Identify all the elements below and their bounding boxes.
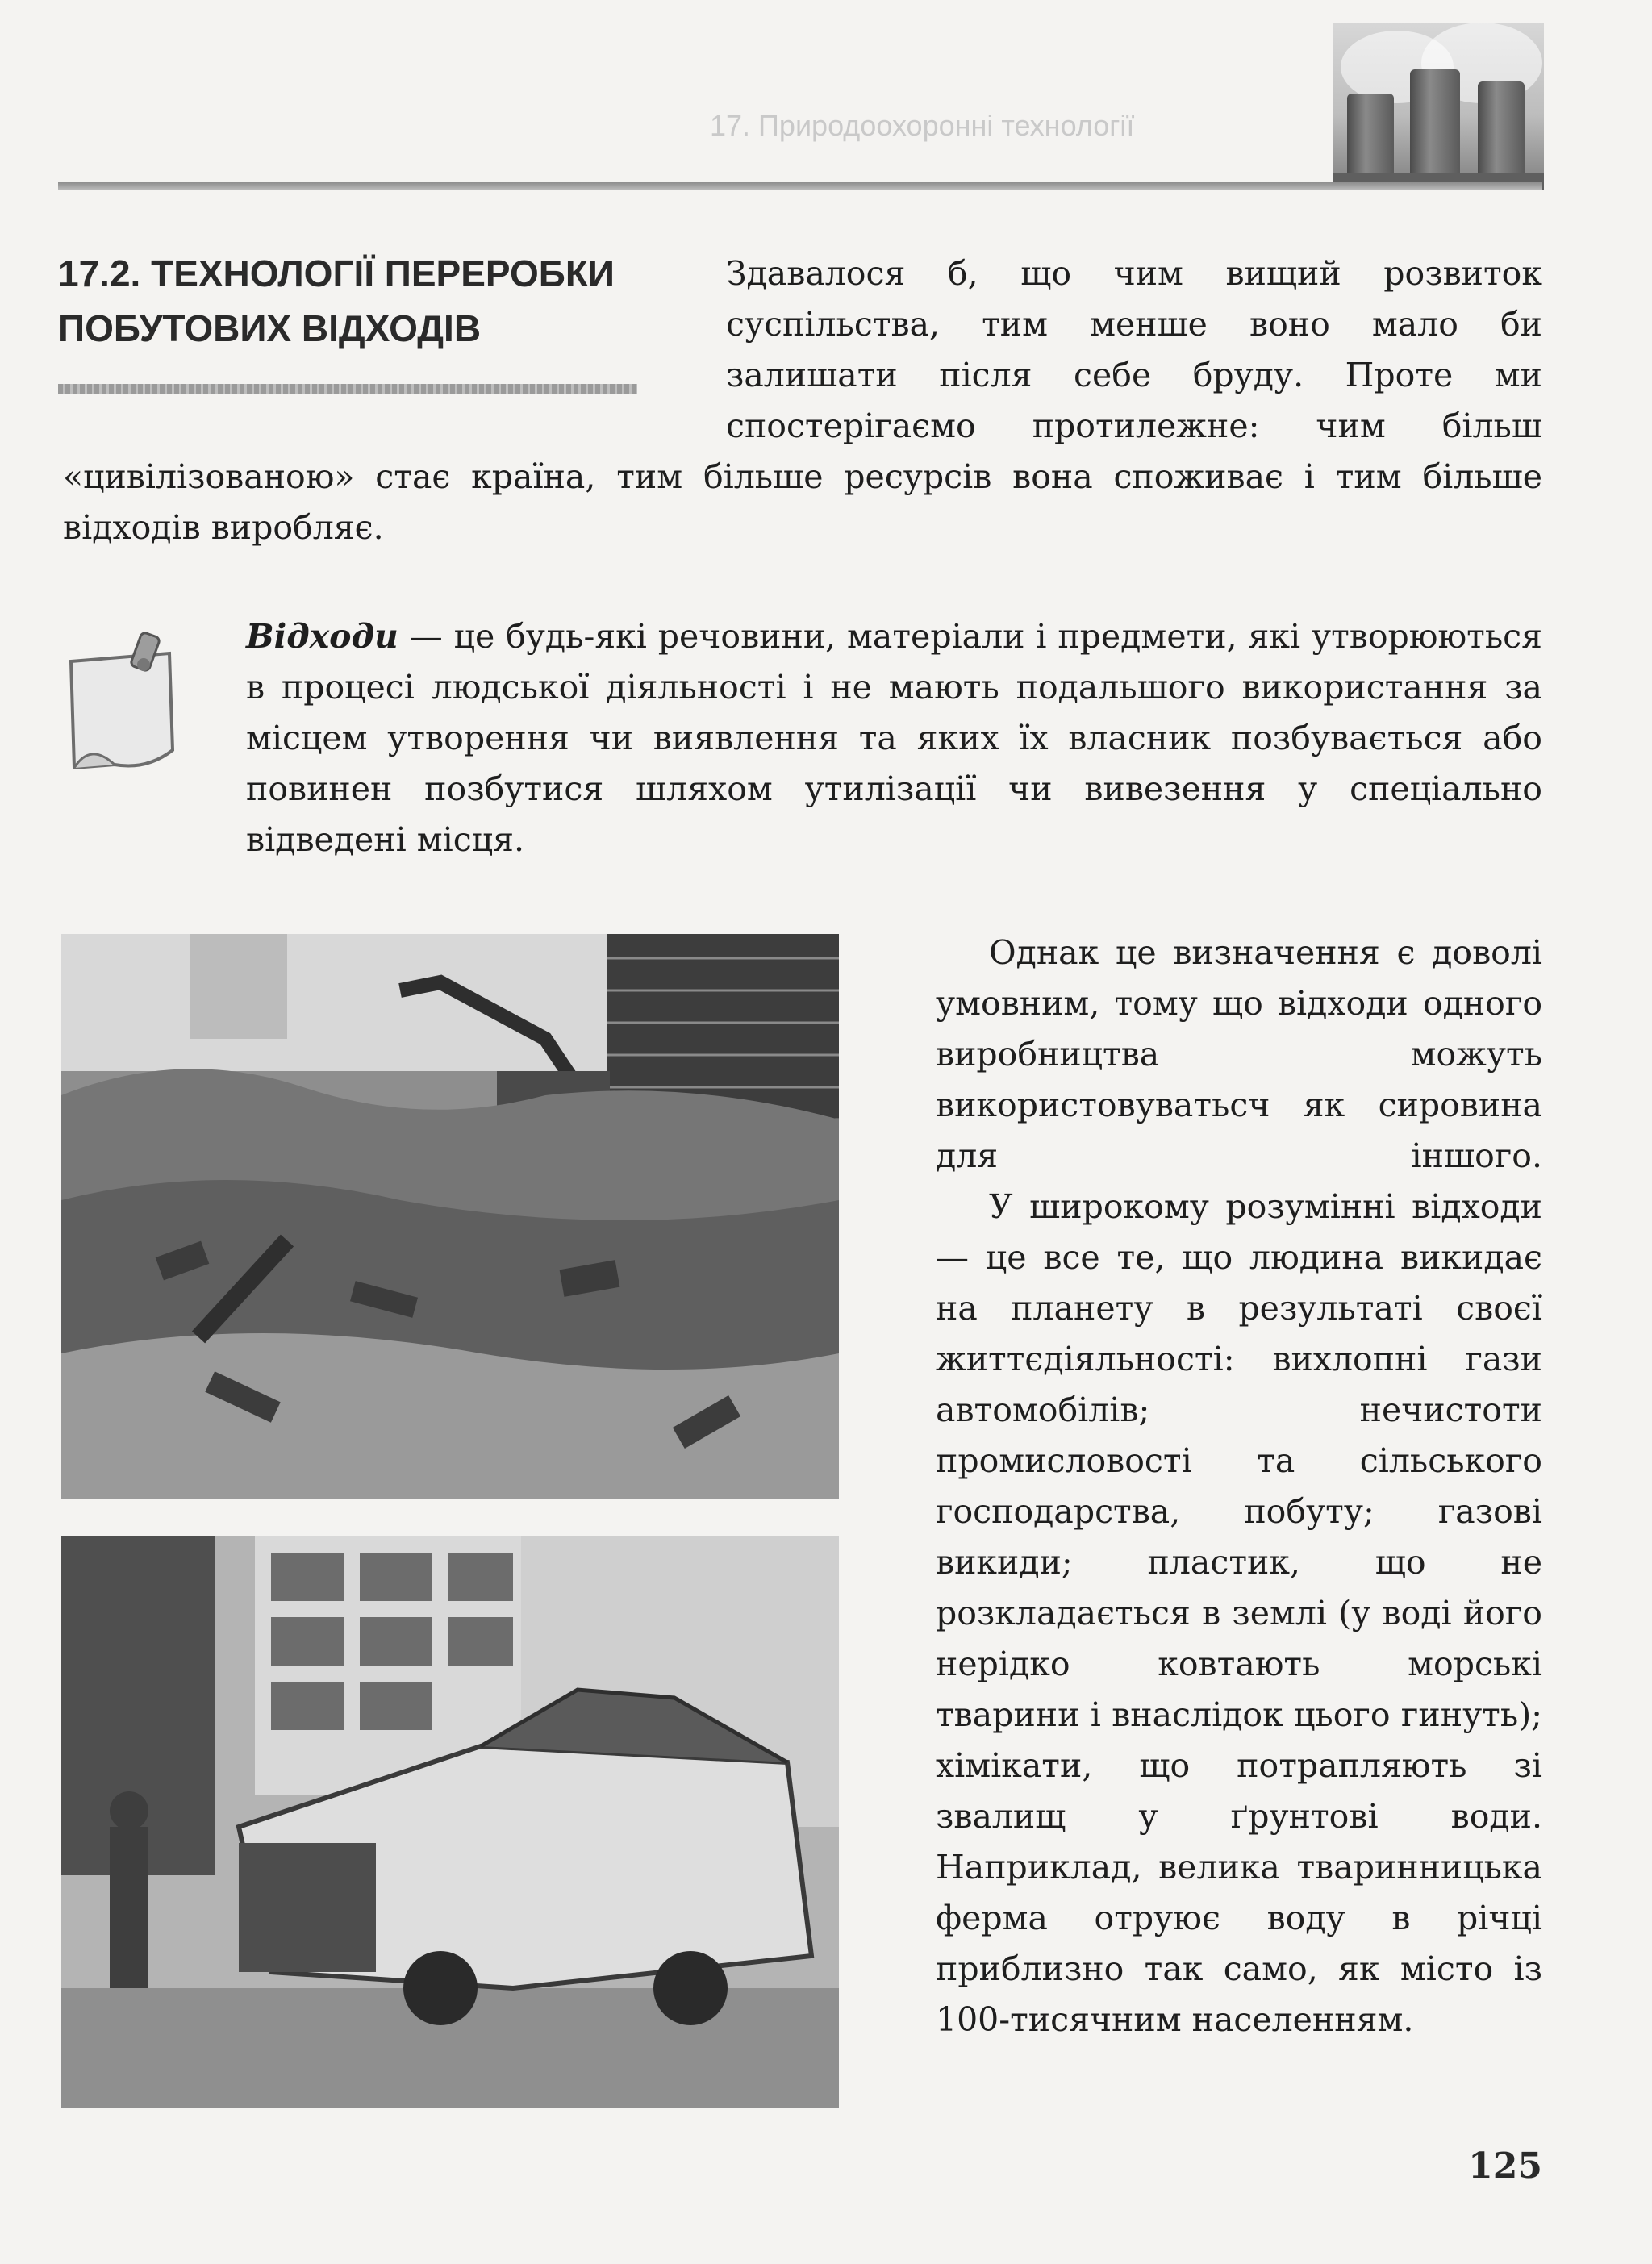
demolition-rubble-photo: [61, 934, 839, 1499]
body-column: [936, 928, 1542, 2045]
pinned-note-icon: [66, 629, 187, 774]
cooling-towers-photo: [1333, 23, 1544, 190]
definition-body: — це будь-які речовини, матеріали і предмети, які утворюються в процесі людської діяльності і не мають подальшого використання за місцем утворення чи виявлення та яких їх власник позбувається або повинен позбутися шляхом утилізації чи вивезення у спеціально відведені місця.: [246, 617, 1542, 859]
section-heading: 17.2. ТЕХНОЛОГІЇ ПЕРЕРОБКИ ПОБУТОВИХ ВІДХОДІВ: [58, 252, 615, 349]
definition-term: Відходи: [246, 617, 398, 656]
intro-paragraph-start: Здавалося б, що чим вищий розвиток суспільства, тим менше воно мало би залишати після себе бруду. Проте ми спостерігаємо протилежне: чим більш: [726, 254, 1542, 445]
body-paragraph-2: У широкому розумінні відходи — це все те, що людина викидає на планету в результаті своєї життєдіяльності: вихлопні гази автомобілів; нечистоти промисловості та сільського господарства, побуту; газові викиди; пластик, що не розкладається в землі (у воді його нерідко ковтають морські тварини і внаслідок цього гинуть); хімікати, що потрапляють зі звалищ у ґрунтові води. Наприклад, велика тваринницька ферма отруює воду в річці приблизно так само, як місто із 100-тисячним населенням.: [936, 1187, 1542, 2039]
definition-text: [246, 611, 1542, 865]
heading-rule: [58, 384, 637, 394]
body-paragraph-1: Однак це визначення є доволі умовним, тому що відходи одного виробництва можуть використовуватьсч як сировина для іншого.: [936, 933, 1542, 1175]
page-number: 125: [1468, 2145, 1542, 2187]
intro-paragraph-end: «цивілізованою» стає країна, тим більше ресурсів вона споживає і тим більше відходів виробляє.: [63, 457, 1542, 547]
header-rule: [58, 182, 1542, 190]
garbage-truck-photo: [61, 1536, 839, 2108]
running-title: 17. Природоохоронні технології: [710, 109, 1135, 142]
